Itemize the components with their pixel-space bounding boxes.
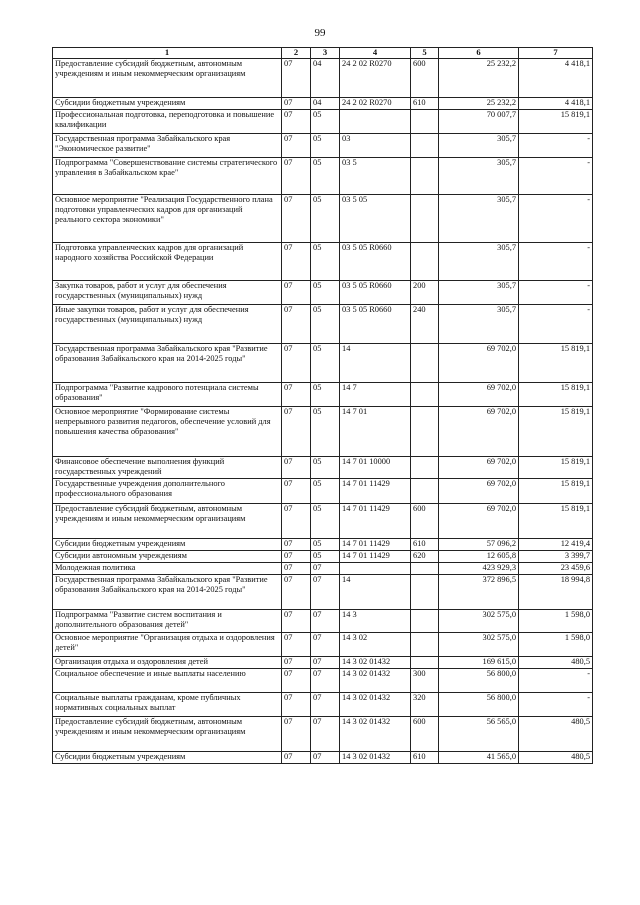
row-name: Иные закупки товаров, работ и услуг для обеспечения государственных (муниципальных) нужд (53, 305, 282, 344)
row-amount-actual: 15 819,1 (519, 407, 593, 457)
row-subsection: 05 (311, 383, 340, 407)
row-amount-actual: 4 418,1 (519, 98, 593, 110)
row-name: Подпрограмма "Совершенствование системы стратегического управления в Забайкальском крае" (53, 158, 282, 195)
row-section: 07 (282, 59, 311, 98)
row-amount-actual: - (519, 243, 593, 281)
table-row (53, 407, 593, 457)
row-amount-plan: 305,7 (439, 305, 519, 344)
row-amount-actual: 15 819,1 (519, 344, 593, 383)
row-amount-plan: 69 702,0 (439, 479, 519, 504)
row-subsection: 04 (311, 98, 340, 110)
row-name: Подпрограмма "Развитие систем воспитания и дополнительного образования детей" (53, 610, 282, 633)
row-name: Социальное обеспечение и иные выплаты населению (53, 669, 282, 693)
row-expense-type (411, 383, 439, 407)
row-target-article: 24 2 02 R0270 (340, 98, 411, 110)
row-amount-plan: 57 096,2 (439, 539, 519, 551)
row-subsection: 07 (311, 717, 340, 752)
row-name: Основное мероприятие "Формирование системы непрерывного развития педагогов, обеспечение условий для повышения качества образования" (53, 407, 282, 457)
row-subsection: 04 (311, 59, 340, 98)
header-row (53, 48, 593, 59)
row-amount-actual: 15 819,1 (519, 383, 593, 407)
column-header-3: 3 (311, 48, 340, 59)
row-expense-type (411, 195, 439, 243)
row-subsection: 07 (311, 669, 340, 693)
row-subsection: 05 (311, 243, 340, 281)
table-row (53, 717, 593, 752)
row-amount-plan: 302 575,0 (439, 633, 519, 657)
row-amount-plan: 423 929,3 (439, 563, 519, 575)
row-expense-type (411, 610, 439, 633)
row-expense-type: 610 (411, 98, 439, 110)
row-amount-actual: 15 819,1 (519, 504, 593, 539)
row-amount-plan: 69 702,0 (439, 344, 519, 383)
row-subsection: 07 (311, 752, 340, 764)
row-name: Предоставление субсидий бюджетным, автономным учреждениям и иным некоммерческим организациям (53, 504, 282, 539)
table-row (53, 479, 593, 504)
row-section: 07 (282, 539, 311, 551)
row-amount-actual: 23 459,6 (519, 563, 593, 575)
row-subsection: 05 (311, 407, 340, 457)
row-amount-plan: 305,7 (439, 195, 519, 243)
row-target-article: 03 5 05 R0660 (340, 305, 411, 344)
row-amount-plan: 56 565,0 (439, 717, 519, 752)
row-amount-actual: 480,5 (519, 717, 593, 752)
row-target-article: 14 7 01 11429 (340, 539, 411, 551)
row-amount-actual: - (519, 281, 593, 305)
row-amount-actual: - (519, 134, 593, 158)
table-row (53, 657, 593, 669)
row-name: Государственная программа Забайкальского края "Экономическое развитие" (53, 134, 282, 158)
row-subsection: 05 (311, 158, 340, 195)
row-amount-plan: 56 800,0 (439, 693, 519, 717)
row-target-article: 14 (340, 344, 411, 383)
row-amount-actual: 1 598,0 (519, 610, 593, 633)
row-amount-actual: 480,5 (519, 752, 593, 764)
column-header-1: 1 (53, 48, 282, 59)
row-name: Предоставление субсидий бюджетным, автономным учреждениям и иным некоммерческим организациям (53, 59, 282, 98)
row-target-article: 14 7 (340, 383, 411, 407)
row-amount-actual: 1 598,0 (519, 633, 593, 657)
table-row (53, 195, 593, 243)
row-subsection: 05 (311, 281, 340, 305)
row-subsection: 05 (311, 479, 340, 504)
row-expense-type: 600 (411, 717, 439, 752)
row-amount-plan: 305,7 (439, 281, 519, 305)
table-row (53, 110, 593, 134)
row-expense-type (411, 243, 439, 281)
row-section: 07 (282, 657, 311, 669)
row-expense-type (411, 633, 439, 657)
row-amount-actual: - (519, 693, 593, 717)
row-name: Молодежная политика (53, 563, 282, 575)
row-amount-plan: 302 575,0 (439, 610, 519, 633)
table-row (53, 551, 593, 563)
column-header-6: 6 (439, 48, 519, 59)
row-amount-plan: 305,7 (439, 158, 519, 195)
row-subsection: 05 (311, 110, 340, 134)
row-subsection: 07 (311, 563, 340, 575)
budget-table (52, 47, 593, 764)
row-section: 07 (282, 305, 311, 344)
table-row (53, 457, 593, 479)
row-expense-type (411, 134, 439, 158)
row-target-article: 14 7 01 (340, 407, 411, 457)
row-amount-plan: 70 007,7 (439, 110, 519, 134)
row-target-article (340, 563, 411, 575)
table-row (53, 575, 593, 610)
row-subsection: 07 (311, 633, 340, 657)
row-name: Социальные выплаты гражданам, кроме публичных нормативных социальных выплат (53, 693, 282, 717)
row-amount-actual: 12 419,4 (519, 539, 593, 551)
row-name: Основное мероприятие "Реализация Государственного плана подготовки управленческих кадров для организаций реального сектора экономики" (53, 195, 282, 243)
row-amount-plan: 69 702,0 (439, 383, 519, 407)
table-row (53, 281, 593, 305)
row-subsection: 05 (311, 134, 340, 158)
row-expense-type: 320 (411, 693, 439, 717)
row-expense-type (411, 457, 439, 479)
row-amount-plan: 169 615,0 (439, 657, 519, 669)
row-name: Предоставление субсидий бюджетным, автономным учреждениям и иным некоммерческим организациям (53, 717, 282, 752)
page-number: 99 (314, 27, 326, 39)
row-section: 07 (282, 98, 311, 110)
row-target-article: 03 5 05 R0660 (340, 243, 411, 281)
row-amount-plan: 305,7 (439, 243, 519, 281)
row-expense-type: 240 (411, 305, 439, 344)
row-subsection: 05 (311, 344, 340, 383)
row-section: 07 (282, 195, 311, 243)
table-row (53, 134, 593, 158)
row-expense-type (411, 657, 439, 669)
row-name: Основное мероприятие "Организация отдыха и оздоровления детей" (53, 633, 282, 657)
row-target-article: 03 (340, 134, 411, 158)
row-amount-actual: 3 399,7 (519, 551, 593, 563)
row-target-article: 14 (340, 575, 411, 610)
row-name: Субсидии бюджетным учреждениям (53, 539, 282, 551)
row-amount-actual: 15 819,1 (519, 479, 593, 504)
row-name: Государственные учреждения дополнительного профессионального образования (53, 479, 282, 504)
row-amount-actual: 15 819,1 (519, 110, 593, 134)
row-expense-type: 610 (411, 539, 439, 551)
column-header-5: 5 (411, 48, 439, 59)
row-section: 07 (282, 457, 311, 479)
row-amount-actual: 15 819,1 (519, 457, 593, 479)
row-subsection: 05 (311, 195, 340, 243)
row-target-article: 14 7 01 11429 (340, 551, 411, 563)
row-name: Субсидии бюджетным учреждениям (53, 98, 282, 110)
table-row (53, 539, 593, 551)
row-section: 07 (282, 693, 311, 717)
table-row (53, 633, 593, 657)
table-row (53, 98, 593, 110)
table-row (53, 563, 593, 575)
row-expense-type (411, 575, 439, 610)
row-amount-actual: - (519, 305, 593, 344)
row-name: Подпрограмма "Развитие кадрового потенциала системы образования" (53, 383, 282, 407)
row-target-article: 14 3 02 01432 (340, 693, 411, 717)
row-expense-type (411, 479, 439, 504)
row-subsection: 05 (311, 539, 340, 551)
row-target-article: 03 5 05 (340, 195, 411, 243)
row-section: 07 (282, 563, 311, 575)
row-target-article: 14 3 02 01432 (340, 717, 411, 752)
column-header-4: 4 (340, 48, 411, 59)
row-name: Субсидии бюджетным учреждениям (53, 752, 282, 764)
row-amount-plan: 56 800,0 (439, 669, 519, 693)
table-row (53, 59, 593, 98)
row-subsection: 07 (311, 610, 340, 633)
row-amount-plan: 69 702,0 (439, 504, 519, 539)
row-section: 07 (282, 383, 311, 407)
row-section: 07 (282, 504, 311, 539)
row-amount-plan: 25 232,2 (439, 98, 519, 110)
row-section: 07 (282, 479, 311, 504)
row-amount-actual: 4 418,1 (519, 59, 593, 98)
row-section: 07 (282, 633, 311, 657)
row-amount-actual: 480,5 (519, 657, 593, 669)
row-expense-type (411, 158, 439, 195)
row-expense-type (411, 407, 439, 457)
row-name: Финансовое обеспечение выполнения функций государственных учреждений (53, 457, 282, 479)
row-amount-actual: - (519, 195, 593, 243)
row-expense-type: 300 (411, 669, 439, 693)
row-target-article: 14 7 01 11429 (340, 479, 411, 504)
row-subsection: 05 (311, 305, 340, 344)
table-row (53, 752, 593, 764)
row-target-article: 14 3 02 01432 (340, 657, 411, 669)
table-row (53, 383, 593, 407)
row-target-article: 14 3 02 01432 (340, 669, 411, 693)
row-subsection: 07 (311, 575, 340, 610)
row-expense-type (411, 110, 439, 134)
row-amount-plan: 12 605,8 (439, 551, 519, 563)
row-name: Государственная программа Забайкальского края "Развитие образования Забайкальского края на 2014-2025 годы" (53, 344, 282, 383)
row-section: 07 (282, 407, 311, 457)
column-header-2: 2 (282, 48, 311, 59)
table-row (53, 669, 593, 693)
table-row (53, 243, 593, 281)
row-target-article: 14 3 (340, 610, 411, 633)
row-amount-plan: 69 702,0 (439, 407, 519, 457)
row-expense-type (411, 344, 439, 383)
row-subsection: 07 (311, 693, 340, 717)
row-expense-type: 600 (411, 504, 439, 539)
column-header-7: 7 (519, 48, 593, 59)
table-body (53, 59, 593, 764)
row-target-article: 14 3 02 (340, 633, 411, 657)
row-target-article: 03 5 (340, 158, 411, 195)
row-subsection: 05 (311, 504, 340, 539)
row-expense-type (411, 563, 439, 575)
row-amount-plan: 25 232,2 (439, 59, 519, 98)
row-section: 07 (282, 717, 311, 752)
row-section: 07 (282, 575, 311, 610)
table-row (53, 610, 593, 633)
row-target-article: 24 2 02 R0270 (340, 59, 411, 98)
row-amount-plan: 372 896,5 (439, 575, 519, 610)
row-target-article: 14 7 01 11429 (340, 504, 411, 539)
row-target-article: 03 5 05 R0660 (340, 281, 411, 305)
row-section: 07 (282, 610, 311, 633)
row-expense-type: 610 (411, 752, 439, 764)
row-section: 07 (282, 134, 311, 158)
row-section: 07 (282, 752, 311, 764)
row-section: 07 (282, 158, 311, 195)
row-amount-actual: 18 994,8 (519, 575, 593, 610)
row-section: 07 (282, 669, 311, 693)
table-row (53, 344, 593, 383)
row-section: 07 (282, 281, 311, 305)
row-section: 07 (282, 344, 311, 383)
table-row (53, 305, 593, 344)
row-expense-type: 200 (411, 281, 439, 305)
row-subsection: 05 (311, 457, 340, 479)
row-amount-plan: 69 702,0 (439, 457, 519, 479)
row-target-article (340, 110, 411, 134)
row-subsection: 07 (311, 657, 340, 669)
row-section: 07 (282, 110, 311, 134)
row-subsection: 05 (311, 551, 340, 563)
row-name: Профессиональная подготовка, переподготовка и повышение квалификации (53, 110, 282, 134)
table-row (53, 504, 593, 539)
row-name: Закупка товаров, работ и услуг для обеспечения государственных (муниципальных) нужд (53, 281, 282, 305)
row-amount-plan: 41 565,0 (439, 752, 519, 764)
row-section: 07 (282, 551, 311, 563)
row-expense-type: 620 (411, 551, 439, 563)
table-row (53, 693, 593, 717)
row-expense-type: 600 (411, 59, 439, 98)
row-amount-actual: - (519, 669, 593, 693)
table-row (53, 158, 593, 195)
row-name: Государственная программа Забайкальского края "Развитие образования Забайкальского края на 2014-2025 годы" (53, 575, 282, 610)
row-name: Подготовка управленческих кадров для организаций народного хозяйства Российской Федерации (53, 243, 282, 281)
row-target-article: 14 3 02 01432 (340, 752, 411, 764)
row-target-article: 14 7 01 10000 (340, 457, 411, 479)
row-amount-plan: 305,7 (439, 134, 519, 158)
row-name: Субсидии автономным учреждениям (53, 551, 282, 563)
row-amount-actual: - (519, 158, 593, 195)
row-section: 07 (282, 243, 311, 281)
row-name: Организация отдыха и оздоровления детей (53, 657, 282, 669)
